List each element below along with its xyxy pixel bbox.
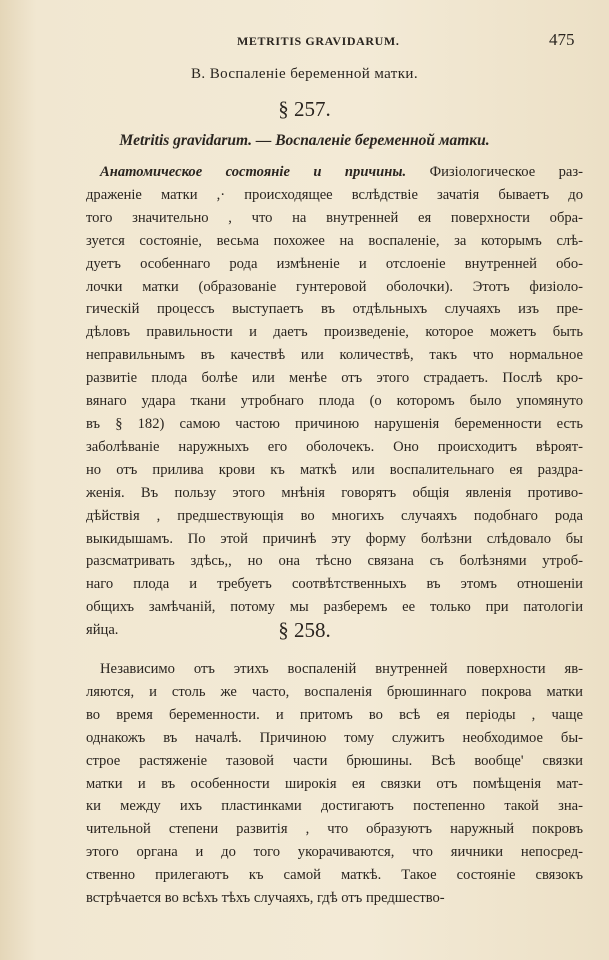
text-line: яйца. <box>86 622 119 639</box>
running-title: METRITIS GRAVIDARUM. <box>237 34 400 48</box>
text-line: ственно прилегаютъ къ самой маткѣ. Такое состояніе связокъ <box>86 867 583 884</box>
text-line: развитіе плода болѣе или менѣе отъ этого страдаетъ. Послѣ кро- <box>86 370 583 387</box>
paragraph-1 <box>86 161 583 642</box>
text-line: дѣловъ правильности и даетъ произведеніе, которое можетъ быть <box>86 324 583 341</box>
text-line: дѣйствія , предшествующія во многихъ случаяхъ подобнаго рода <box>86 507 583 524</box>
text-line: строе растяженіе тазовой части брюшины. Всѣ вообще' связки <box>86 752 583 769</box>
text-line: зуется состояніе, весьма похожее на воспаленіе, за которымъ слѣ- <box>86 232 583 249</box>
text-line: этого органа и до того укорачиваются, что яичники непосред- <box>86 844 583 861</box>
text-line: встрѣчается во всѣхъ тѣхъ случаяхъ, гдѣ отъ предшество- <box>86 890 445 907</box>
text-line: чительной степени развитія , что образуютъ наружный покровъ <box>86 821 583 838</box>
text-line: дуетъ особеннаго рода измѣненіе и отслоеніе внутренней обо- <box>86 255 583 272</box>
text-line: разсматривать здѣсь,, но она тѣсно связана съ болѣзнями утроб- <box>86 553 583 570</box>
text-line: наго плода и требуетъ соотвѣтственныхъ въ этомъ отношеніи <box>86 576 583 593</box>
text-line: общихъ замѣчаній, потому мы разберемъ ее только при патологіи <box>86 599 583 616</box>
text-line: лочки матки (образованіе гунтеровой оболочки). Этотъ физіоло- <box>86 278 583 295</box>
running-head <box>0 30 609 54</box>
text-line: вянаго удара ткани утробнаго плода (о которомъ было упомянуто <box>86 393 583 410</box>
paragraph-2 <box>86 658 583 910</box>
paragraph-1-lead-in: Анатомическое состояніе и причины. <box>100 164 407 180</box>
text-line: матки и въ особенности широкія ея связки отъ помѣщенія мат- <box>86 775 583 792</box>
paragraph-1-line-1 <box>86 161 583 184</box>
paragraph-2-lines <box>86 658 583 910</box>
text-line: Независимо отъ этихъ воспаленій внутренней поверхности яв- <box>100 661 583 677</box>
text-line: драженіе матки ,· происходящее вслѣдствіе зачатія бываетъ до <box>86 186 583 203</box>
section-subheading: Metritis gravidarum. — Воспаленіе беременной матки. <box>119 132 490 149</box>
paragraph-1-line-1-rest: Физіологическое раз- <box>406 164 584 180</box>
text-line: въ § 182) самою частою причиною нарушенія беременности есть <box>86 415 583 432</box>
page-number: 475 <box>549 30 575 49</box>
paragraph-1-lines <box>86 184 583 642</box>
text-line: однакожъ въ началѣ. Причиною тому служитъ необходимое бы- <box>86 729 583 746</box>
text-line: во время беременности. и притомъ во всѣ ея періоды , чаще <box>86 706 583 723</box>
section-number-258: § 258. <box>278 618 331 642</box>
section-number-257: § 257. <box>278 97 331 121</box>
text-line: заболѣваніе наружныхъ его оболочекъ. Оно происходитъ вѣроят- <box>86 438 583 455</box>
text-line: гическій процессъ выступаетъ въ отдѣльныхъ случаяхъ изъ пре- <box>86 301 583 318</box>
text-line: ки между ихъ пластинками достигаютъ постепенно такой зна- <box>86 798 583 815</box>
text-line: неправильнымъ въ качествѣ или количествѣ, такъ что нормальное <box>86 347 583 364</box>
text-line: выкидышамъ. По этой причинѣ эту форму болѣзни слѣдовало бы <box>86 530 583 547</box>
text-line: женія. Въ пользу этого мнѣнія говорятъ общія явленія противо- <box>86 484 583 501</box>
text-line: но отъ прилива крови къ маткѣ или воспалительнаго ея раздра- <box>86 461 583 478</box>
part-heading: B. Воспаленіе беременной матки. <box>190 66 418 82</box>
text-line: того значительно , что на внутренней ея поверхности обра- <box>86 209 583 226</box>
text-line: ляются, и столь же часто, воспаленія брюшиннаго покрова матки <box>86 683 583 700</box>
